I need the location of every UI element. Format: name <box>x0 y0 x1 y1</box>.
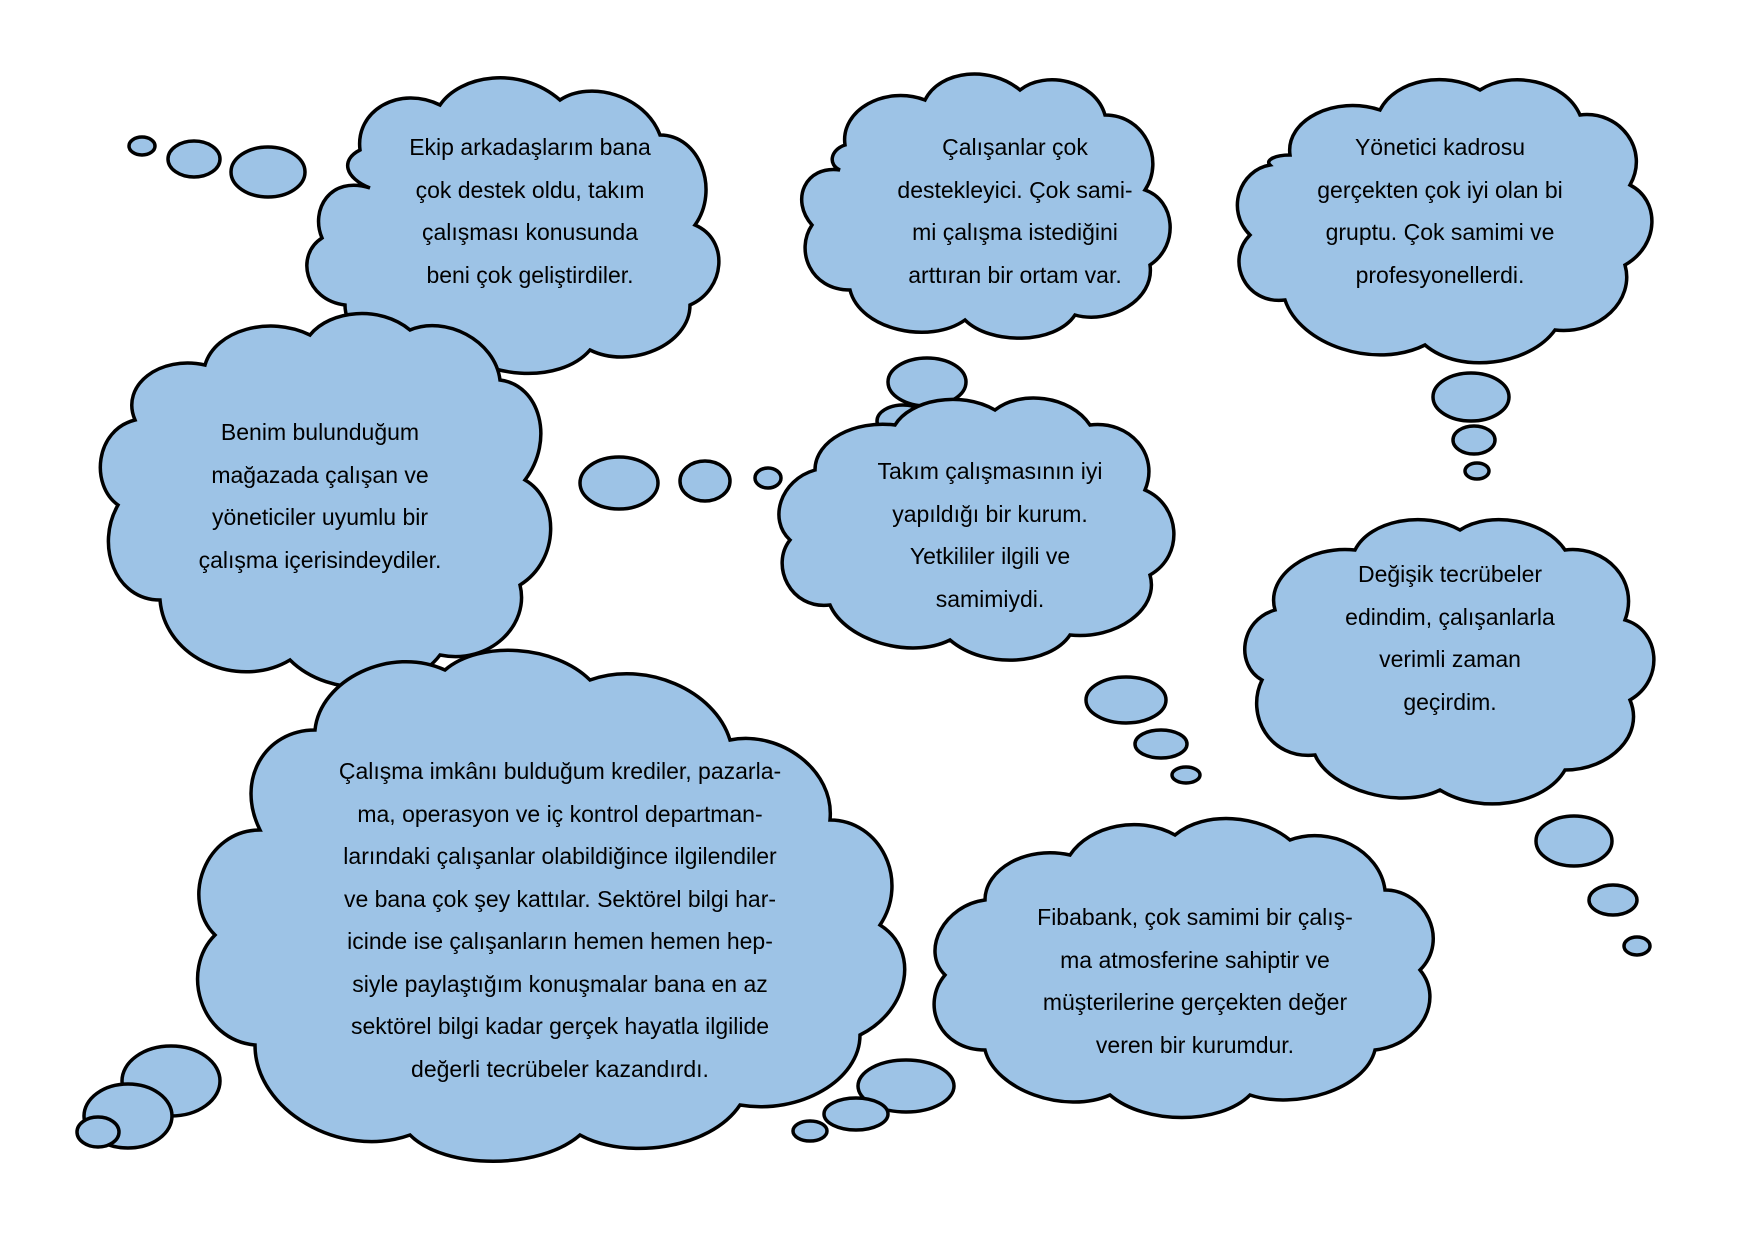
cloud-line: ve bana çok şey kattılar. Sektörel bilgi har- <box>343 885 777 912</box>
thought-bubble <box>129 137 155 155</box>
thought-bubble <box>793 1121 827 1141</box>
cloud-line: yöneticiler uyumlu bir <box>211 504 429 530</box>
thought-bubble <box>1135 730 1187 758</box>
cloud-line: Çalışanlar çok <box>942 134 1088 160</box>
cloud-text-fibabank <box>1000 896 1390 1066</box>
cloud-line: çalışması konusunda <box>421 219 639 245</box>
cloud-line: değerli tecrübeler kazandırdı. <box>411 1055 709 1082</box>
cloud-line: profesyonellerdi. <box>1355 261 1525 288</box>
cloud-line: ma atmosferine sahiptir ve <box>1060 946 1330 973</box>
cloud-text-benim <box>150 411 490 581</box>
thought-bubble <box>755 468 781 488</box>
thought-bubble <box>824 1098 888 1130</box>
cloud-line: beni çok geliştirdiler. <box>426 261 634 288</box>
cloud-line: Değişik tecrübeler <box>1357 561 1543 587</box>
cloud-text-yonetici <box>1270 126 1610 296</box>
cloud-line: arttıran bir ortam var. <box>908 261 1122 288</box>
cloud-text-calisma <box>290 750 830 1090</box>
thought-bubble <box>231 147 305 197</box>
cloud-text-takim <box>820 450 1160 620</box>
cloud-line: çok destek oldu, takım <box>415 176 645 203</box>
cloud-text-degisik <box>1280 553 1620 723</box>
thought-bubble <box>1172 767 1200 783</box>
cloud-line: Takım çalışmasının iyi <box>877 458 1103 484</box>
cloud-line: gruptu. Çok samimi ve <box>1325 219 1555 245</box>
cloud-line: mağazada çalışan ve <box>211 461 429 488</box>
cloud-line: geçirdim. <box>1403 688 1497 715</box>
thought-bubble <box>580 457 658 509</box>
cloud-line: Çalışma imkânı bulduğum krediler, pazarla- <box>338 758 782 784</box>
cloud-line: edindim, çalışanlarla <box>1345 603 1555 630</box>
thought-bubble <box>680 461 730 501</box>
cloud-line: ma, operasyon ve iç kontrol departman- <box>357 800 763 827</box>
cloud-line: siyle paylaştığım konuşmalar bana en az <box>352 970 768 997</box>
cloud-line: destekleyici. Çok sami- <box>897 176 1133 203</box>
cloud-line: Fibabank, çok samimi bir çalış- <box>1037 904 1353 930</box>
thought-bubble <box>1465 463 1489 479</box>
cloud-line: samimiydi. <box>935 585 1045 612</box>
thought-bubble <box>168 141 220 177</box>
cloud-line: yapıldığı bir kurum. <box>892 500 1088 527</box>
thought-bubble <box>1453 426 1495 454</box>
cloud-text-ekip <box>360 126 700 296</box>
thought-bubble <box>1086 677 1166 723</box>
cloud-line: icinde ise çalışanların hemen hemen hep- <box>347 928 773 954</box>
cloud-line: Yetkililer ilgili ve <box>909 543 1071 569</box>
cloud-line: müşterilerine gerçekten değer <box>1042 989 1348 1015</box>
cloud-line: veren bir kurumdur. <box>1095 1031 1295 1058</box>
cloud-line: gerçekten çok iyi olan bi <box>1317 176 1563 203</box>
cloud-line: verimli zaman <box>1379 646 1521 672</box>
cloud-line: mi çalışma istediğini <box>912 219 1118 245</box>
cloud-line: çalışma içerisindeydiler. <box>198 546 442 573</box>
cloud-line: sektörel bilgi kadar gerçek hayatla ilgilide <box>350 1013 770 1039</box>
thought-bubble <box>1433 373 1509 421</box>
cloud-line: Yönetici kadrosu <box>1354 134 1526 160</box>
cloud-line: larındaki çalışanlar olabildiğince ilgilendiler <box>343 843 777 869</box>
thought-bubble <box>77 1117 119 1147</box>
thought-bubble <box>1536 816 1612 866</box>
thought-bubble <box>1624 937 1650 955</box>
cloud-line: Ekip arkadaşlarım bana <box>409 134 651 160</box>
cloud-text-calisanlar <box>850 126 1180 296</box>
thought-bubble <box>1589 885 1637 915</box>
cloud-line: Benim bulunduğum <box>220 419 420 445</box>
